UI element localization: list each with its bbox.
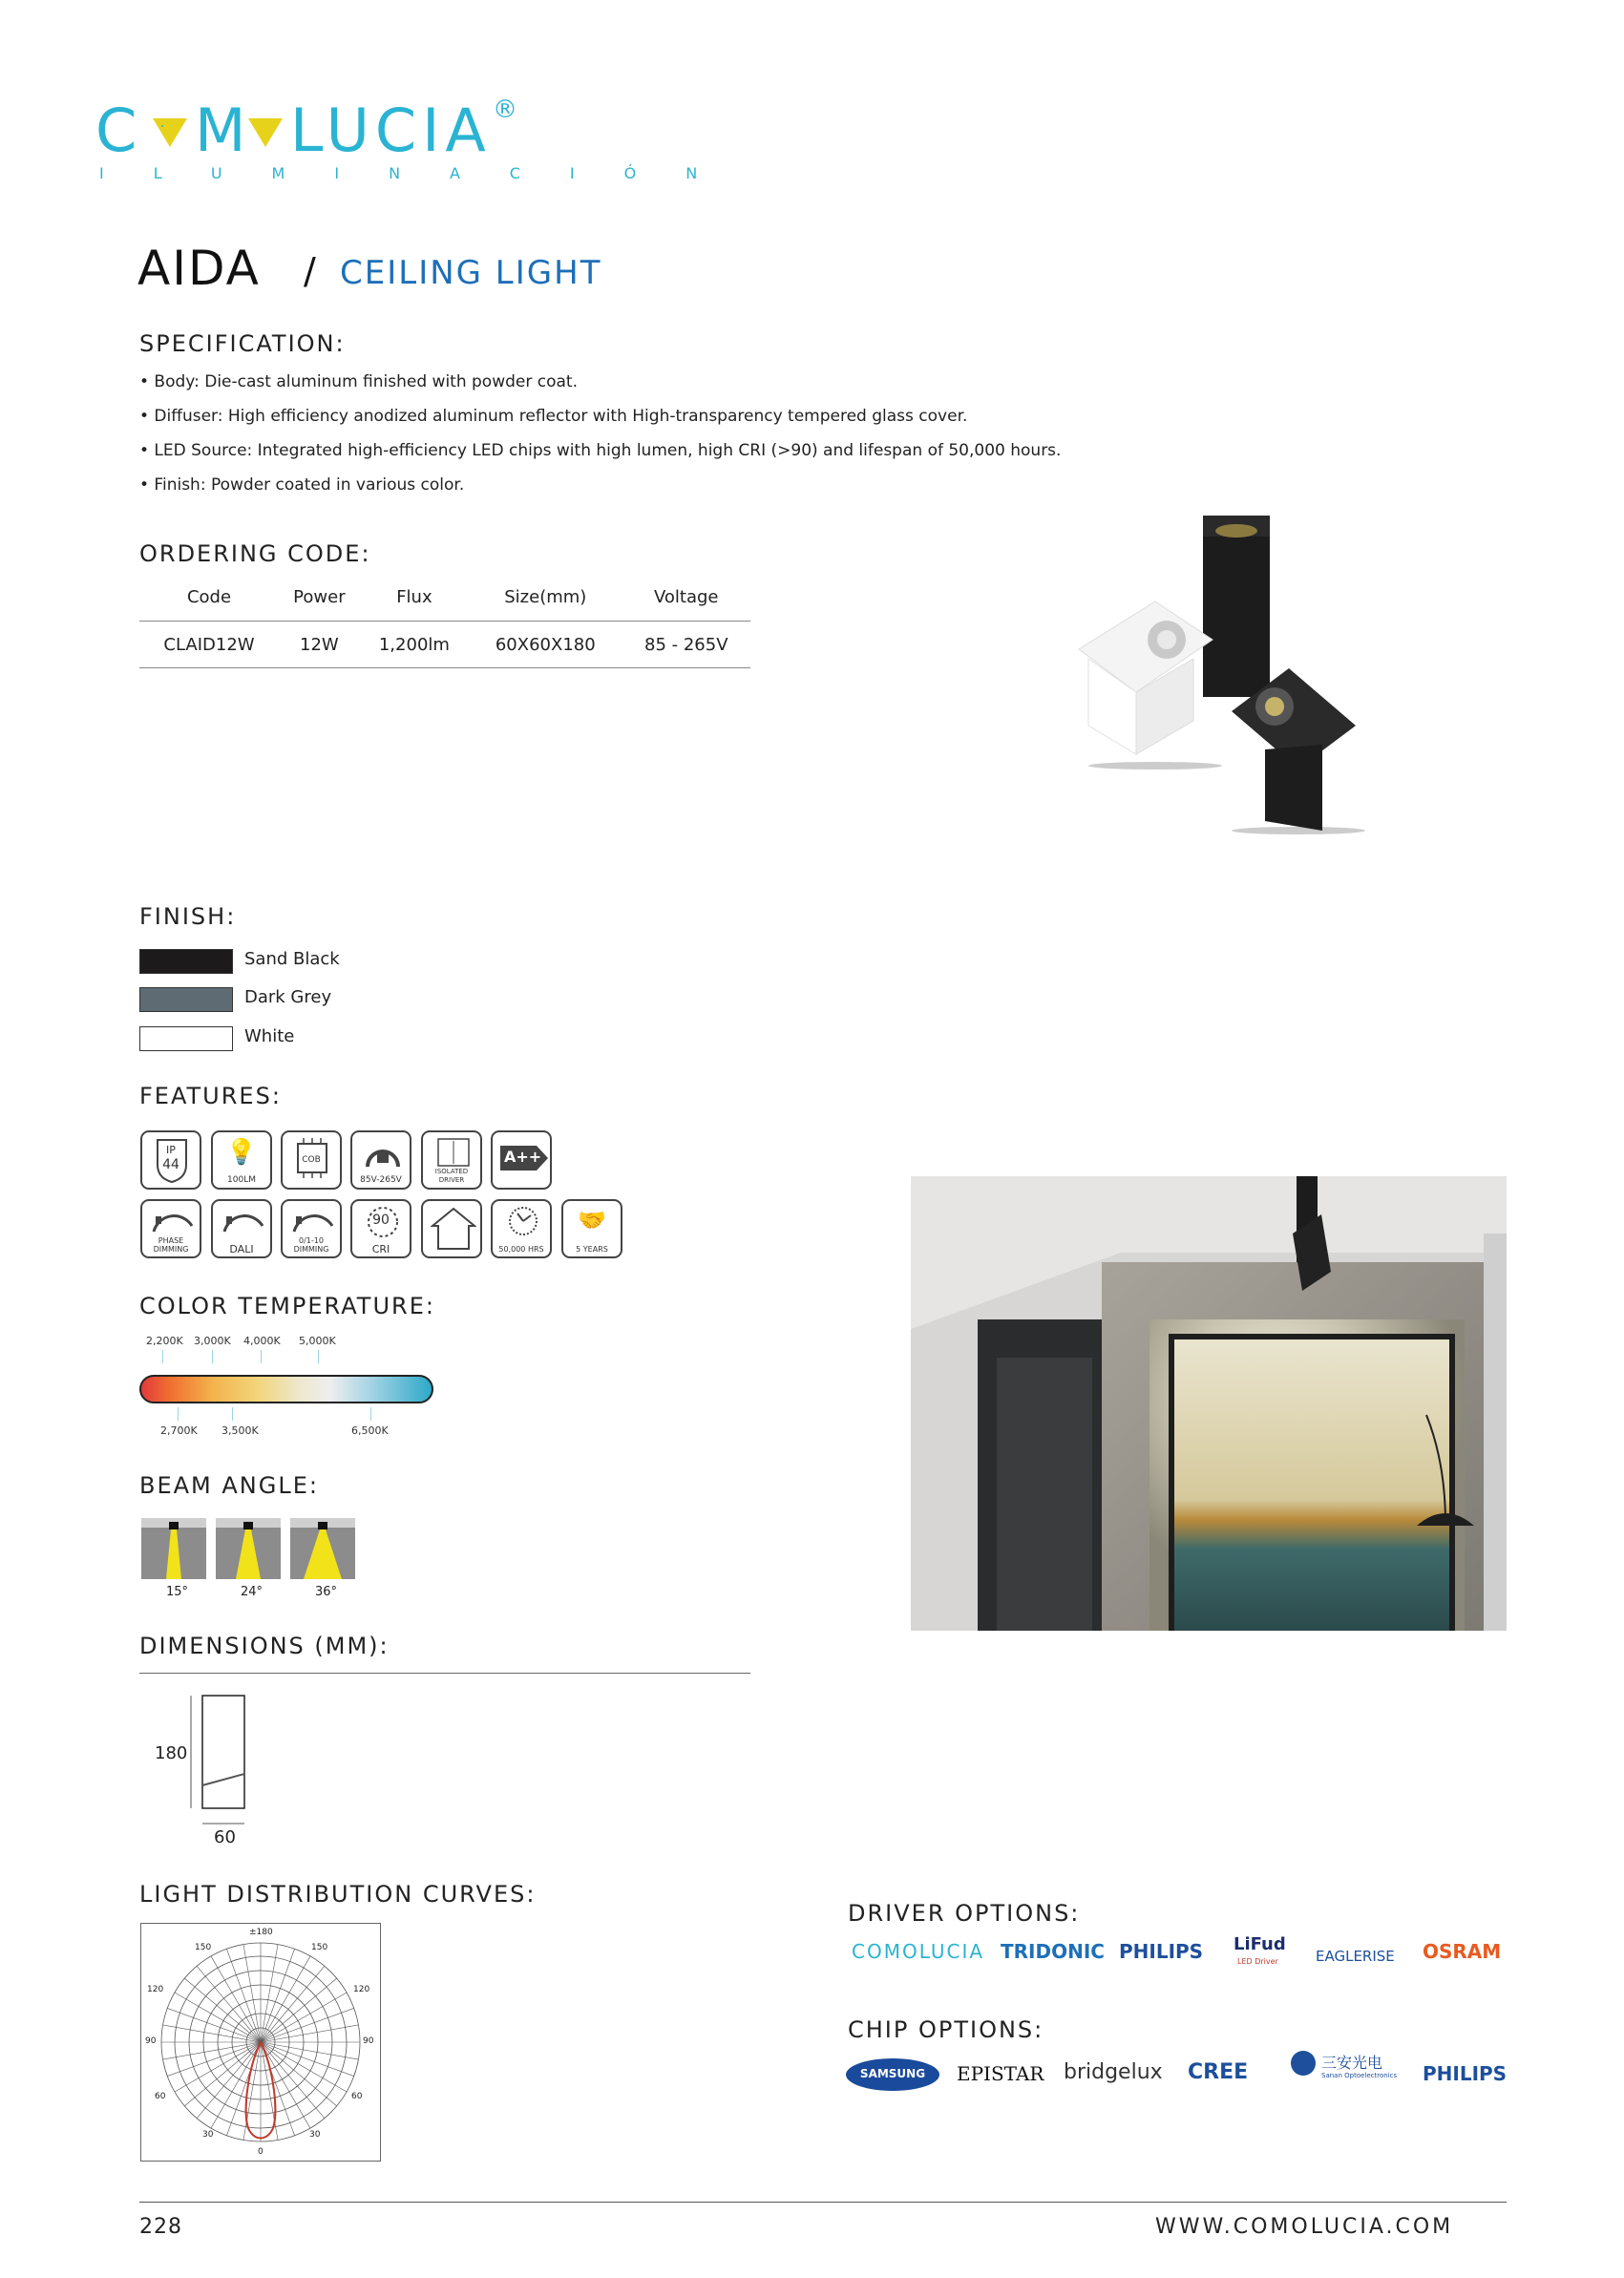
finish-label: Sand Black: [244, 949, 340, 969]
polar-angle-label: ±180: [249, 1928, 273, 1937]
feature-label: 44: [162, 1157, 179, 1172]
brand-logo: [0, 0, 748, 191]
product-photo: [1060, 516, 1375, 850]
table-header-row: [139, 573, 750, 622]
ct-label: 2,200K: [146, 1335, 183, 1347]
chip-options-heading: CHIP OPTIONS:: [848, 2016, 1044, 2043]
polar-angle-label: 90: [363, 2036, 374, 2046]
feature-label: 50,000 HRS: [498, 1245, 544, 1254]
footer-divider: [139, 2202, 1507, 2203]
polar-angle-label: 150: [195, 1943, 212, 1952]
light-distribution-heading: LIGHT DISTRIBUTION CURVES:: [139, 1881, 537, 1908]
finish-label: Dark Grey: [244, 987, 332, 1007]
dimension-drawing: [181, 1692, 267, 1835]
column-header: Voltage: [622, 573, 750, 622]
ct-tick: [370, 1407, 371, 1421]
driver-brand-comolucia: COMOLUCIA: [852, 1940, 985, 1963]
column-header: Code: [139, 573, 279, 622]
dimming-0-10-icon: [281, 1199, 342, 1258]
svg-text:M: M: [195, 101, 246, 158]
polar-angle-label: 0: [258, 2147, 264, 2157]
house-icon: [421, 1199, 482, 1258]
feature-label: DALI: [229, 1243, 254, 1255]
polar-chart: [140, 1923, 381, 2162]
beam-diagram-15: [141, 1518, 206, 1579]
ct-tick: [318, 1350, 319, 1363]
beam-label: 24°: [241, 1585, 264, 1599]
cob-chip-icon: [281, 1130, 342, 1190]
feature-label: PHASE DIMMING: [153, 1236, 189, 1254]
column-header: Size(mm): [469, 573, 622, 622]
color-temperature-heading: COLOR TEMPERATURE:: [139, 1293, 435, 1319]
ct-label: 2,700K: [160, 1424, 198, 1437]
feature-label: CRI: [371, 1243, 390, 1255]
lifespan-clock-icon: [491, 1199, 552, 1258]
feature-text: A++: [504, 1148, 542, 1166]
ct-tick: [162, 1350, 163, 1363]
finish-swatch-white: [139, 1026, 233, 1051]
logo-registered-mark: ®: [493, 95, 517, 124]
polar-angle-label: 90: [145, 2036, 157, 2046]
driver-brand-lifud: LiFud: [1234, 1934, 1286, 1954]
dali-icon: [211, 1199, 272, 1258]
chip-brand-samsung: [846, 2058, 939, 2091]
table-cell: 1,200lm: [360, 622, 469, 668]
phase-dimming-icon: [140, 1199, 201, 1258]
application-photo: [911, 1176, 1507, 1631]
driver-brand-tridonic: TRIDONIC: [1001, 1940, 1105, 1963]
table-cell: CLAID12W: [139, 622, 279, 668]
color-temperature-bar: [139, 1375, 433, 1403]
ct-label: 3,500K: [221, 1424, 259, 1437]
title-separator: /: [304, 250, 316, 292]
ct-tick: [178, 1407, 179, 1421]
beam-diagram-24: [216, 1518, 281, 1579]
polar-angle-label: 30: [202, 2130, 214, 2140]
ct-label: 6,500K: [351, 1424, 389, 1437]
divider: [139, 1673, 750, 1674]
driver-brand-eaglerise: EAGLERISE: [1316, 1948, 1395, 1965]
bulb-icon: 💡 100LM: [211, 1130, 272, 1190]
dimension-height: 180: [155, 1743, 188, 1763]
polar-angle-label: 120: [353, 1985, 370, 1994]
finish-heading: FINISH:: [139, 903, 237, 930]
dimensions-heading: DIMENSIONS (MM):: [139, 1633, 390, 1659]
logo-mark-icon: [95, 101, 516, 158]
feature-label: 0/1-10 DIMMING: [293, 1236, 329, 1254]
product-category: CEILING LIGHT: [340, 254, 602, 292]
beam-diagram-36: [290, 1518, 355, 1579]
energy-class-icon: [491, 1130, 552, 1190]
logo-subtitle: ILUMINACIÓN: [99, 164, 748, 182]
polar-angle-label: 150: [311, 1943, 328, 1952]
handshake-icon: 🤝 5 YEARS: [561, 1199, 622, 1258]
ct-tick: [232, 1407, 233, 1421]
feature-label: 100LM: [227, 1175, 256, 1185]
isolated-driver-icon: [421, 1130, 482, 1190]
specification-heading: SPECIFICATION:: [139, 330, 346, 357]
voltage-plug-icon: [350, 1130, 411, 1190]
table-cell: 12W: [279, 622, 360, 668]
svg-text:C: C: [95, 101, 143, 158]
driver-brand-philips: PHILIPS: [1119, 1940, 1204, 1963]
page-number: 228: [139, 2215, 182, 2239]
beam-label: 36°: [315, 1585, 338, 1599]
column-header: Power: [279, 573, 360, 622]
table-row: [139, 622, 750, 668]
driver-options-heading: DRIVER OPTIONS:: [848, 1900, 1081, 1927]
chip-brand-bridgelux: bridgelux: [1064, 2060, 1163, 2084]
finish-label: White: [244, 1026, 295, 1046]
polar-angle-label: 120: [147, 1985, 164, 1994]
ct-tick: [212, 1350, 213, 1363]
ct-tick: [261, 1350, 262, 1363]
driver-brand-lifud-sub: LED Driver: [1237, 1957, 1278, 1966]
beam-angle-heading: BEAM ANGLE:: [139, 1472, 319, 1499]
beam-label: 15°: [166, 1585, 189, 1599]
chip-brand-sanan: 三安光电: [1321, 2054, 1383, 2072]
feature-text: 90: [372, 1213, 390, 1228]
finish-swatch-dark-grey: [139, 987, 233, 1012]
spec-item: • Body: Die-cast aluminum finished with powder coat.: [139, 372, 578, 391]
ordering-code-heading: ORDERING CODE:: [139, 540, 371, 567]
spec-item: • Diffuser: High efficiency anodized aluminum reflector with High-transparency tempered glass cover.: [139, 407, 968, 426]
polar-angle-label: 30: [309, 2130, 321, 2140]
brand-text: SAMSUNG: [859, 2067, 926, 2080]
svg-text:LUCIA: LUCIA: [290, 101, 492, 158]
ip44-shield-icon: [140, 1130, 201, 1190]
product-name: AIDA: [137, 241, 261, 296]
features-heading: FEATURES:: [139, 1083, 282, 1109]
feature-label: 85V-265V: [360, 1175, 402, 1185]
spec-item: • LED Source: Integrated high-efficiency LED chips with high lumen, high CRI (>90) and lifespan of 50,000 hours.: [139, 441, 1062, 460]
polar-angle-label: 60: [351, 2092, 363, 2101]
feature-text: COB: [302, 1155, 321, 1165]
dimension-width: 60: [214, 1827, 236, 1847]
sanan-logo-icon: [1291, 2051, 1316, 2076]
column-header: Flux: [360, 573, 469, 622]
chip-brand-philips: PHILIPS: [1423, 2062, 1508, 2085]
table-cell: 85 - 265V: [622, 622, 750, 668]
driver-brand-osram: OSRAM: [1423, 1940, 1502, 1963]
feature-label: ISOLATED DRIVER: [434, 1168, 469, 1184]
chip-brand-sanan-sub: Sanan Optoelectronics: [1321, 2072, 1398, 2079]
polar-angle-label: 60: [155, 2092, 166, 2101]
ct-label: 5,000K: [299, 1335, 336, 1347]
ordering-table: [139, 573, 750, 668]
ct-label: 4,000K: [243, 1335, 281, 1347]
feature-label: 5 YEARS: [576, 1245, 608, 1254]
feature-text: IP: [166, 1144, 176, 1156]
chip-brand-cree: CREE: [1188, 2060, 1249, 2084]
ct-label: 3,000K: [194, 1335, 231, 1347]
chip-brand-epistar: EPISTAR: [957, 2062, 1044, 2085]
finish-swatch-sand-black: [139, 949, 233, 974]
cri-icon: [350, 1199, 411, 1258]
table-cell: 60X60X180: [469, 622, 622, 668]
website-link[interactable]: WWW.COMOLUCIA.COM: [1155, 2215, 1454, 2239]
spec-item: • Finish: Powder coated in various color.: [139, 475, 465, 495]
